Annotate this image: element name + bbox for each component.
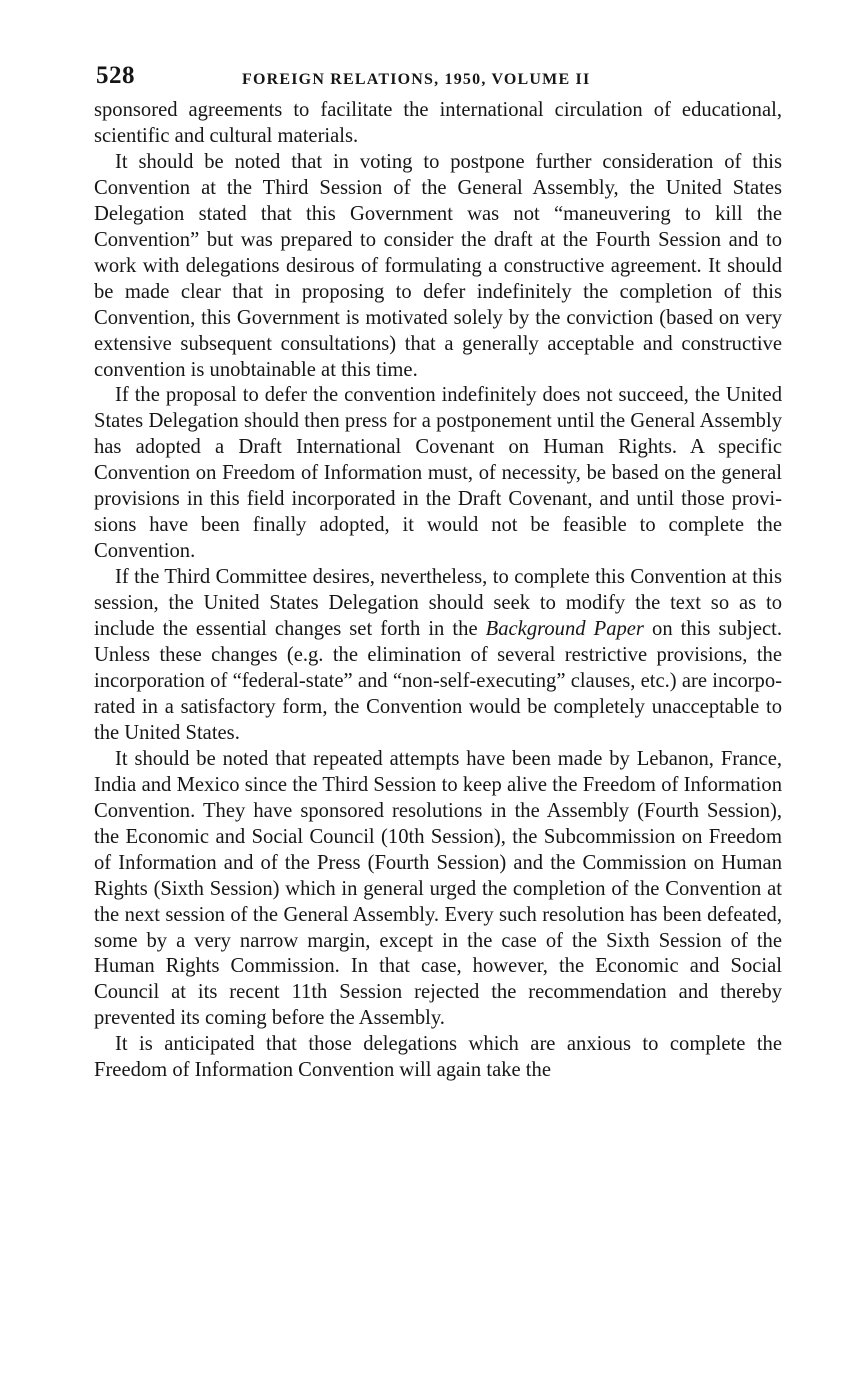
document-page [94,62,782,1084]
running-title: FOREIGN RELATIONS, 1950, VOLUME II [242,71,591,88]
background-paper-reference: Background Paper [485,618,644,641]
paragraph-text: on this subject. Unless these changes (e.g. the elimination of several restrictive provisions, the incorporation of “federal-state” and “non-self-executing” clauses, etc.) are incorporated in a satisfactory form, the Convention would be completely unacceptable to the United States. [94,618,782,744]
body-text [94,98,782,1084]
paragraph-repeated-attempts: It should be noted that repeated attempts have been made by Lebanon, France, India and Mexico since the Third Session to keep alive the Freedom of Information Convention. They have sponsored resolutions in the Assembly (Fourth Session), the Economic and Social Council (10th Session), the Subcommission on Freedom of Information and of the Press (Fourth Session) and the Commission on Human Rights (Sixth Session) which in general urged the completion of the Convention at the next session of the General Assembly. Every such resolution has been defeated, some by a very narrow margin, except in the case of the Sixth Session of the Human Rights Commission. In that case, however, the Economic and Social Council at its recent 11th Session rejected the recommendation and thereby prevented its coming before the Assembly. [94,747,782,1030]
paragraph-text: If the Third Committee desires, nevertheless, to complete this Convention at this session, the United States Delegation should seek to modify the text so as to include the essential changes set forth in the [94,566,782,641]
paragraph-third-committee [94,565,782,747]
paragraph-postponement-note: It should be noted that in voting to postpone further consideration of this Convention at the Third Session of the General Assembly, the United States Delegation stated that this Government was not “maneuvering to kill the Convention” but was prepared to consider the draft at the Fourth Session and to work with delegations desirous of formulating a constructive agreement. It should be made clear that in proposing to defer indefinitely the completion of this Convention, this Government is motivated solely by the conviction (based on very extensive subsequent consultations) that a generally acceptable and constructive convention is unobtainable at this time. [94,150,782,381]
paragraph-continuation: sponsored agreements to facilitate the international circulation of educational, scientific and cultural materials. [94,99,782,147]
paragraph-anticipated: It is anticipated that those delegations which are anxious to complete the Freedom of Information Convention will again take the [94,1033,782,1082]
paragraph-defer-proposal: If the proposal to defer the convention indefinitely does not succeed, the United States Delegation should then press for a postponement until the General Assembly has adopted a Draft International Covenant on Human Rights. A specific Convention on Freedom of Information must, of necessity, be based on the general provisions in this field incorporated in the Draft Covenant, and until those provisions have been finally adopted, it would not be feasible to complete the Convention. [94,384,782,563]
running-header [94,62,782,98]
page-number: 528 [96,62,135,89]
